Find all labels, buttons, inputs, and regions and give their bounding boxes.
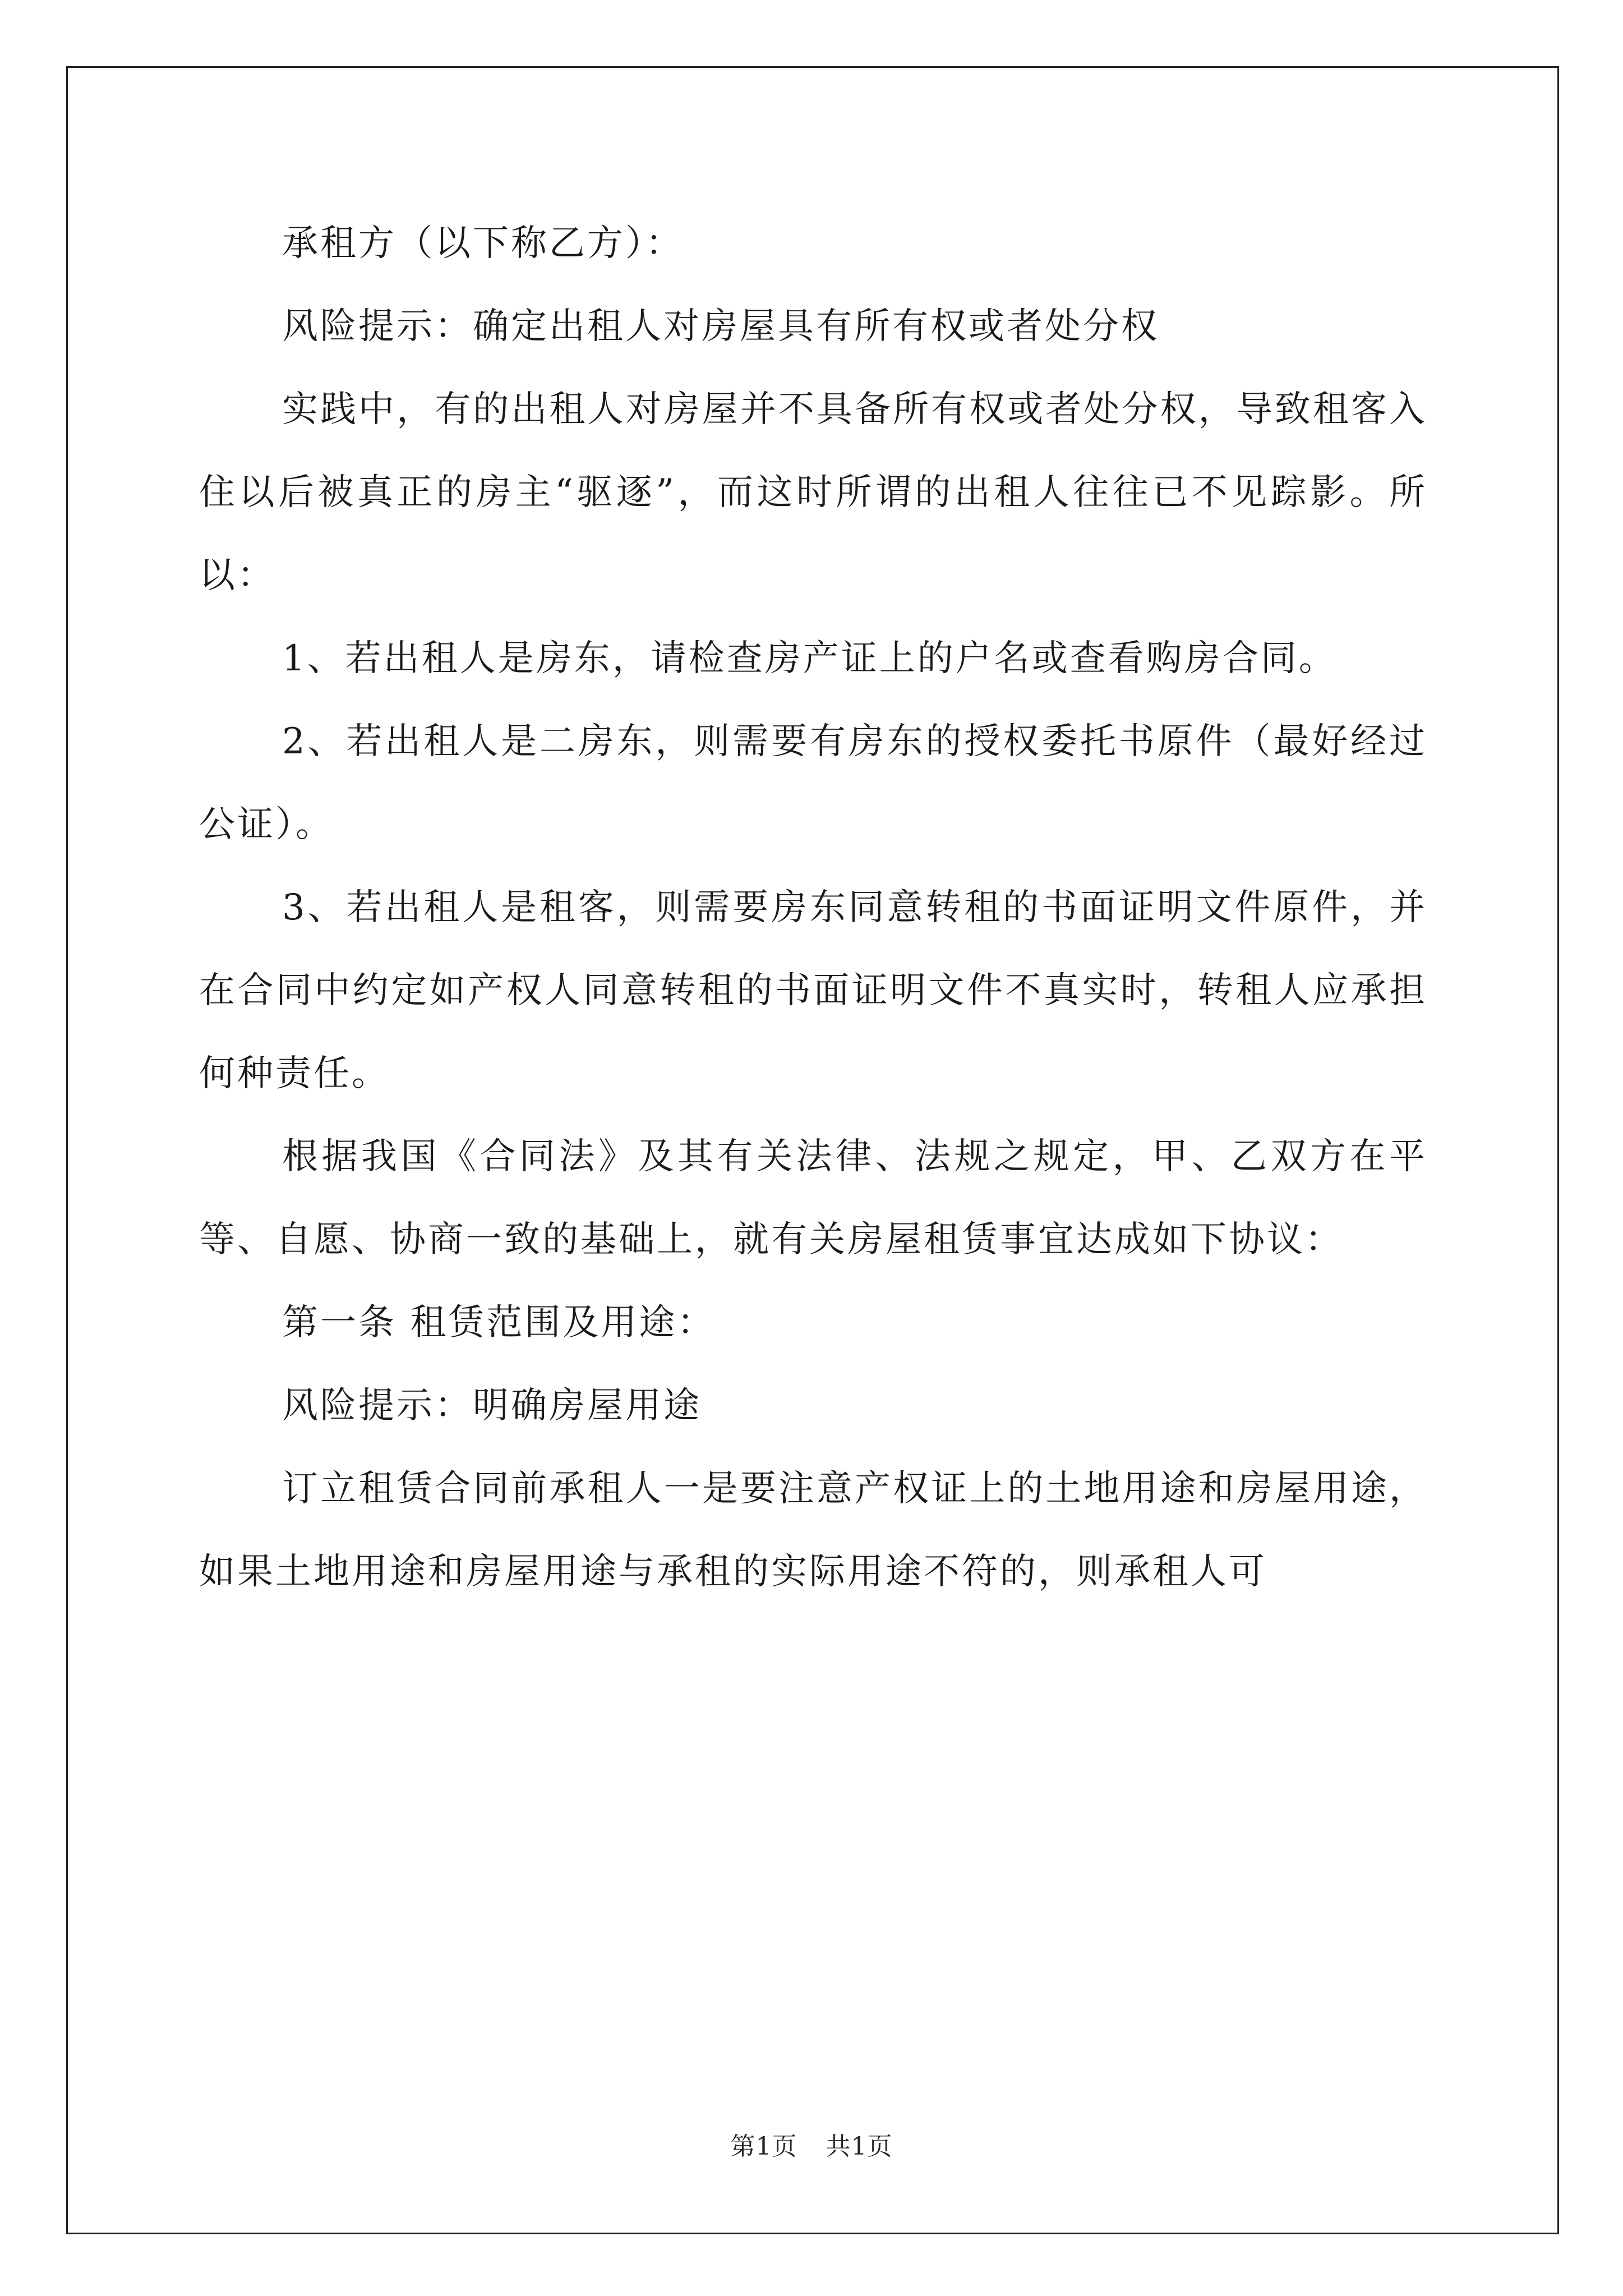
paragraph-risk-ownership: 风险提示：确定出租人对房屋具有所有权或者处分权 [282,306,1159,347]
paragraph-lessee: 承租方（以下称乙方）： [282,223,684,264]
page-footer [0,2126,1623,2162]
paragraph-item-2: 2、若出租人是二房东，则需要有房东的授权委托书原件（最好经过公证）。 [199,721,1427,845]
paragraph-practice: 实践中，有的出租人对房屋并不具备所有权或者处分权，导致租客入住以后被真正的房主“驱逐”，而这时所谓的出租人往往已不见踪影。所以： [199,389,1427,596]
page-number: 第1页 [730,2132,797,2161]
paragraph-risk-usage: 风险提示：明确房屋用途 [282,1385,702,1427]
page-total: 共1页 [826,2132,893,2161]
paragraph-legal-basis: 根据我国《合同法》及其有关法律、法规之规定，甲、乙双方在平等、自愿、协商一致的基础上，就有关房屋租赁事宜达成如下协议： [199,1136,1427,1260]
document-body [199,202,1427,1613]
paragraph-usage-note: 订立租赁合同前承租人一是要注意产权证上的土地用途和房屋用途，如果土地用途和房屋用途与承租的实际用途不符的，则承租人可 [199,1468,1427,1593]
paragraph-item-3: 3、若出租人是租客，则需要房东同意转租的书面证明文件原件，并在合同中约定如产权人同意转租的书面证明文件不真实时，转租人应承担何种责任。 [199,887,1427,1094]
paragraph-item-1: 1、若出租人是房东，请检查房产证上的户名或查看购房合同。 [282,638,1337,679]
paragraph-article-1: 第一条 租赁范围及用途： [282,1302,716,1343]
